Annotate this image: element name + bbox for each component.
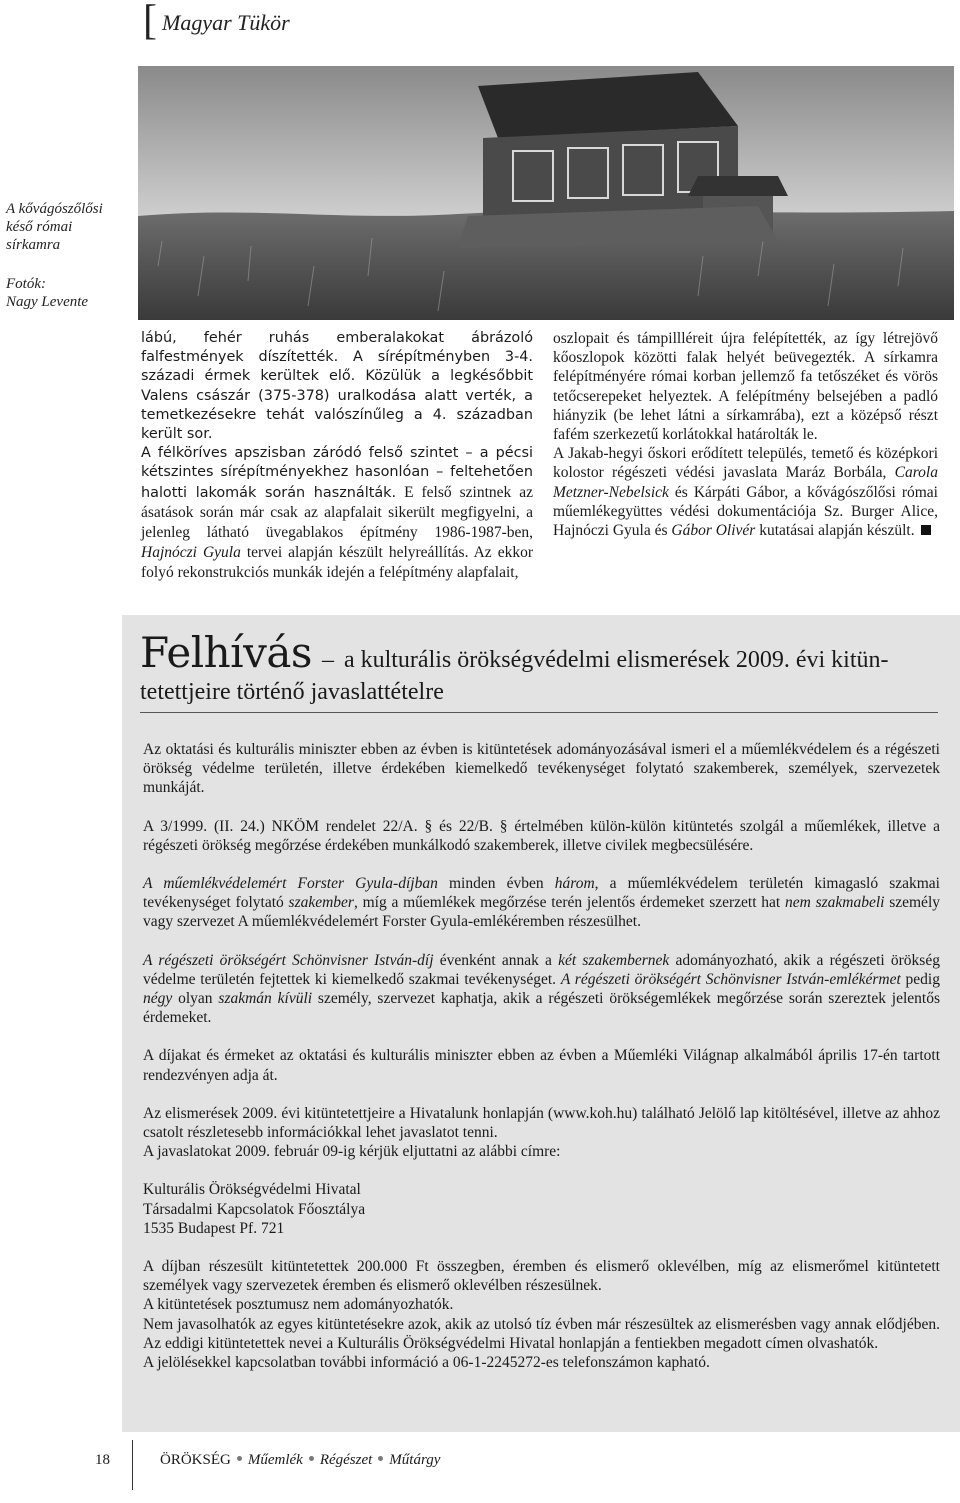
architect-name: Hajnóczi Gyula (141, 544, 241, 562)
address-line: 1535 Budapest Pf. 721 (143, 1219, 285, 1237)
article-text: kutatásai alapján készült. (755, 522, 915, 540)
award-name: A műemlékvédelemért Forster Gyula-díjban (143, 875, 438, 893)
address-line: Kulturális Örökségvédelmi Hivatal (143, 1181, 361, 1199)
notice-text: pedig (900, 970, 940, 988)
article-text: és Kárpáti Gábor, a kővágószőlősi római műemlékegyüttes védési dokumentációja Sz. Burger Alice, Hajnóczi Gyula és (553, 483, 938, 540)
notice-paragraph: Az oktatási és kulturális miniszter ebben az évben is kitüntetések adományozásával ismeri el a műemlékvédelem és a régészeti örökség védelme területén, illetve érdekében kiemelkedő tevékenységet folytató szakemberek, személyek, szervezetek munkáját. (143, 741, 940, 797)
notice-text: évenként annak a (433, 951, 559, 969)
footer-category: Műemlék (247, 1452, 303, 1468)
bullet-icon (237, 1456, 242, 1461)
photo-caption (6, 200, 131, 254)
notice-paragraph (143, 874, 940, 932)
article-paragraph: lábú, fehér ruhás emberalakokat ábrázoló falfestmények díszítették. A sírépítményben 3-4. századi érmek kerültek elő. Közülük a legkésőbbit Valens császár (375-378) uralkodása alatt verték, a temetkezésekre tehát valószínűleg a 4. században került sor. (141, 330, 533, 443)
notice-paragraph: A díjban részesült kitüntetettek 200.000 Ft összegben, éremben és elismerő oklevélben, míg az elismerőmel kitüntetett személyek vagy szervezetek éremben és elismerő oklevélben részesülnek. (143, 1258, 940, 1295)
page-number: 18 (95, 1452, 110, 1468)
notice-text: személy vagy szervezet A műemlékvédelemért Forster Gyula-emlékéremben részesülhet. (143, 894, 940, 931)
article-paragraph: oszlopait és támpillléreit újra felépítették, az így létrejövő kőoszlopok közötti falak helyét beüvegezték. A sírkamra felépítményére római korban jellemző fa tetőszéket és vörös tetőcserepeket helyeztek. A felépítmény belsejében a padló hiányzik (be lehet látni a sírkamrába), ezt a középső részt fafém szerkezetű korlátokkal határolták le. (553, 330, 938, 444)
magazine-name: ÖRÖKSÉG (160, 1452, 231, 1468)
notice-emphasis: három (554, 875, 595, 893)
caption-line: A kővágószőlősi (6, 201, 103, 217)
notice-text: olyan (172, 990, 219, 1008)
article-left-column (141, 329, 533, 584)
notice-paragraph: Az elismerések 2009. évi kitüntetettjeire a Hivatalunk honlapján (www.koh.hu) található Jelölő lap kitöltésével, illetve az ahhoz csatolt részletesebb információkkal lehet javaslatot tenni. (143, 1104, 940, 1142)
notice-body (143, 740, 940, 1372)
notice-paragraph (143, 951, 940, 1028)
caption-line: késő római (6, 219, 73, 235)
award-name: A régészeti örökségért Schönvisner István-díj (143, 951, 434, 969)
credit-name: Nagy Levente (6, 294, 89, 310)
notice-emphasis: szakember (288, 894, 354, 912)
article-text: tervei alapján készült helyreállítás. Az ekkor folyó rekonstrukciós munkák idején a felépítmény alapfalait, (141, 544, 533, 582)
heading-divider (140, 712, 938, 713)
notice-title: Felhívás (140, 628, 312, 677)
footer-category: Műtárgy (389, 1452, 441, 1468)
notice-paragraph: A jelölésekkel kapcsolatban további információ a 06-1-2245272-es telefonszámon kapható. (143, 1354, 710, 1372)
notice-text: , míg a műemlékek megőrzése terén jelentős érdemeket szerzett hat (353, 894, 785, 912)
article-paragraph (141, 444, 533, 583)
researcher-name: Carola Metzner-Nebelsick (553, 464, 938, 501)
header-bracket: [ (143, 0, 157, 44)
notice-emphasis: nem szakmabeli (784, 894, 885, 912)
notice-paragraph: Nem javasolhatók az egyes kitüntetésekre azok, akik az utolsó tíz évben már részesültek az elismerésben vagy annak elődjében. Az eddigi kitüntetettek nevei a Kulturális Örökségvédelmi Hivatal honlapján a fentiekben megadott címen olvashatók. (143, 1315, 940, 1352)
section-title: Magyar Tükör (162, 10, 290, 35)
bullet-icon (309, 1456, 314, 1461)
article-text: A félköríves apszisban záródó felső szintet – a pécsi kétszintes sírépítményekhez hasonlóan – feltehetően halotti lakomák során használták. (141, 445, 533, 501)
award-name: A régészeti örökségért Schönvisner István-emlékérmet (560, 970, 901, 988)
notice-heading (140, 628, 940, 706)
article-right-column (553, 329, 938, 540)
researcher-name: Gábor Olivér (671, 522, 756, 540)
credit-label: Fotók: (6, 276, 46, 292)
notice-paragraph: A díjakat és érmeket az oktatási és kulturális miniszter ebben az évben a Műemléki Világnap alkalmából április 17-én tartott rendezvényen adja át. (143, 1047, 940, 1084)
notice-emphasis: két szakembernek (558, 951, 670, 969)
notice-emphasis: szakmán kívüli (218, 990, 313, 1008)
mailing-address (143, 1180, 940, 1238)
notice-text: , a műemlékvédelem területén kimagasló szakmai tevékenységet folytató (143, 875, 940, 912)
notice-dash: – (321, 647, 334, 673)
article-paragraph (553, 444, 938, 540)
footer-divider (132, 1440, 133, 1490)
article-text: E felső szintnek az ásatások során már csak az alapfalait sikerült megfigyelni, a jelenleg látható üvegablakos építmény 1986-1987-ben, (141, 483, 533, 542)
notice-emphasis: négy (143, 990, 173, 1008)
end-mark-icon (921, 525, 931, 535)
notice-text: minden évben (437, 875, 555, 893)
notice-text: személy, szervezet kaphatja, akik a régészeti örökségemlékek megőrzése során szereztek jelentős érdemeket. (143, 990, 941, 1027)
article-text: A Jakab-hegyi őskori erődített település, temető és középkori kolostor régészeti védési javaslata Maráz Borbála, (553, 445, 938, 482)
notice-subtitle: a kulturális örökségvédelmi elismerések 2009. évi kitün- (343, 647, 889, 673)
notice-subtitle-line2: tetettjeire történő javaslattételre (140, 679, 444, 705)
notice-paragraph: A kitüntetések posztumusz nem adományozhatók. (143, 1296, 454, 1314)
address-line: Társadalmi Kapcsolatok Főosztálya (143, 1200, 366, 1218)
landscape-photo-icon (138, 66, 954, 320)
notice-paragraph: A javaslatokat 2009. február 09-ig kérjük eljuttatni az alábbi címre: (143, 1143, 561, 1161)
photo-credit (6, 275, 131, 311)
notice-paragraph: A 3/1999. (II. 24.) NKÖM rendelet 22/A. § és 22/B. § értelmében külön-külön kitüntetés szolgál a műemlékek, illetve a régészeti örökség megőrzése érdekében munkálkodó szakemberek, illetve civilek megbecsülésére. (143, 817, 940, 854)
caption-line: sírkamra (6, 237, 61, 253)
footer-category: Régészet (319, 1452, 373, 1468)
notice-text: adományozható, akik a régészeti örökség védelme területén fejtettek ki kiemelkedő szakmai tevékenységet. (143, 951, 940, 988)
bullet-icon (378, 1456, 383, 1461)
footer-magazine-line (160, 1452, 440, 1469)
